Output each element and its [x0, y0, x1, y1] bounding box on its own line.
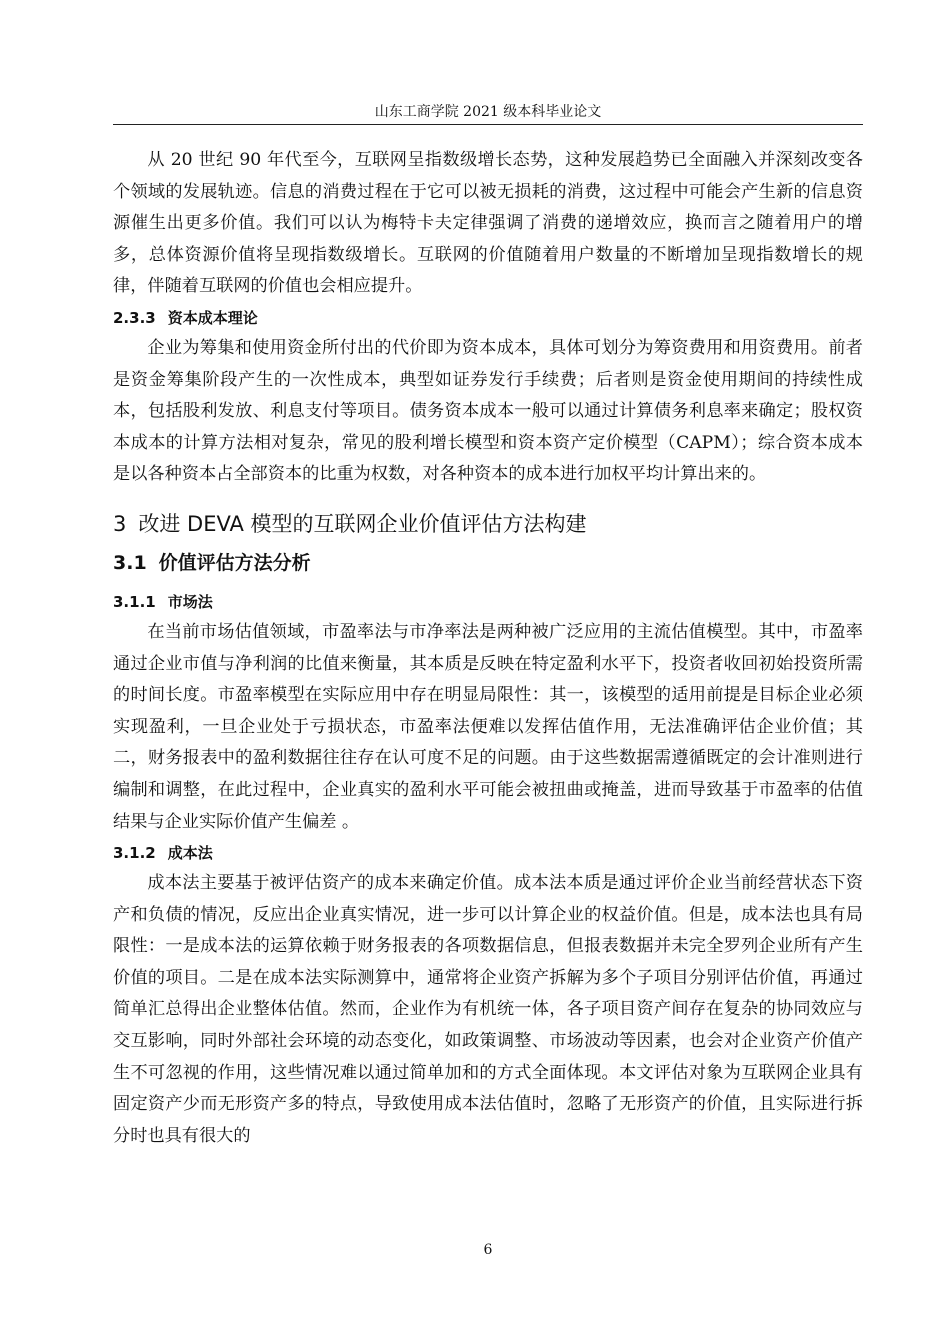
heading-number: 3.1.1	[113, 592, 156, 611]
heading-title: 市场法	[167, 592, 213, 611]
running-header: 山东工商学院 2021 级本科毕业论文	[374, 104, 602, 120]
heading-title: 改进 DEVA 模型的互联网企业价值评估方法构建	[138, 511, 587, 536]
heading-number: 3	[113, 511, 127, 536]
page-body	[113, 145, 863, 1152]
heading-number: 3.1	[113, 551, 147, 574]
heading-title: 价值评估方法分析	[158, 551, 311, 574]
heading-3-1-2	[113, 838, 863, 868]
heading-title: 资本成本理论	[167, 308, 258, 327]
heading-3-1	[113, 549, 863, 577]
paragraph-metcalfe: 从 20 世纪 90 年代至今，互联网呈指数级增长态势，这种发展趋势已全面融入并深刻改变各个领域的发展轨迹。信息的消费过程在于它可以被无损耗的消费，这过程中可能会产生新的信息资源催生出更多价值。我们可以认为梅特卡夫定律强调了消费的递增效应，换而言之随着用户的增多，总体资源价值将呈现指数级增长。互联网的价值随着用户数量的不断增加呈现指数增长的规律，伴随着互联网的价值也会相应提升。	[113, 150, 863, 297]
paragraph-cost-approach: 成本法主要基于被评估资产的成本来确定价值。成本法本质是通过评价企业当前经营状态下资产和负债的情况，反应出企业真实情况，进一步可以计算企业的权益价值。但是，成本法也具有局限性：一是成本法的运算依赖于财务报表的各项数据信息，但报表数据并未完全罗列企业所有产生价值的项目。二是在成本法实际测算中，通常将企业资产拆解为多个子项目分别评估价值，再通过简单汇总得出企业整体估值。然而，企业作为有机统一体，各子项目资产间存在复杂的协同效应与交互影响，同时外部社会环境的动态变化，如政策调整、市场波动等因素，也会对企业资产价值产生不可忽视的作用，这些情况难以通过简单加和的方式全面体现。本文评估对象为互联网企业具有固定资产少而无形资产多的特点，导致使用成本法估值时，忽略了无形资产的价值，且实际进行拆分时也具有很大的	[113, 873, 863, 1146]
paragraph-market-approach: 在当前市场估值领域，市盈率法与市净率法是两种被广泛应用的主流估值模型。其中，市盈率通过企业市值与净利润的比值来衡量，其本质是反映在特定盈利水平下，投资者收回初始投资所需的时间长度。市盈率模型在实际应用中存在明显局限性：其一，该模型的适用前提是目标企业必须实现盈利，一旦企业处于亏损状态，市盈率法便难以发挥估值作用，无法准确评估企业价值；其二，财务报表中的盈利数据往往存在认可度不足的问题。由于这些数据需遵循既定的会计准则进行编制和调整，在此过程中，企业真实的盈利水平可能会被扭曲或掩盖，进而导致基于市盈率的估值结果与企业实际价值产生偏差 。	[113, 621, 863, 832]
header-rule	[113, 124, 863, 125]
heading-number: 2.3.3	[113, 308, 156, 327]
heading-2-3-3	[113, 303, 863, 333]
heading-3-1-1	[113, 587, 863, 617]
paragraph-capital-cost: 企业为筹集和使用资金所付出的代价即为资本成本，具体可划分为筹资费用和用资费用。前者是资金筹集阶段产生的一次性成本，典型如证券发行手续费；后者则是资金使用期间的持续性成本，包括股利发放、利息支付等项目。债务资本成本一般可以通过计算债务利息率来确定；股权资本成本的计算方法相对复杂，常见的股利增长模型和资本资产定价模型（CAPM）；综合资本成本是以各种资本占全部资本的比重为权数，对各种资本的成本进行加权平均计算出来的。	[113, 337, 863, 485]
page-number: 6	[483, 1242, 493, 1258]
heading-chapter-3	[113, 509, 863, 539]
heading-title: 成本法	[167, 844, 213, 863]
heading-number: 3.1.2	[113, 844, 156, 863]
